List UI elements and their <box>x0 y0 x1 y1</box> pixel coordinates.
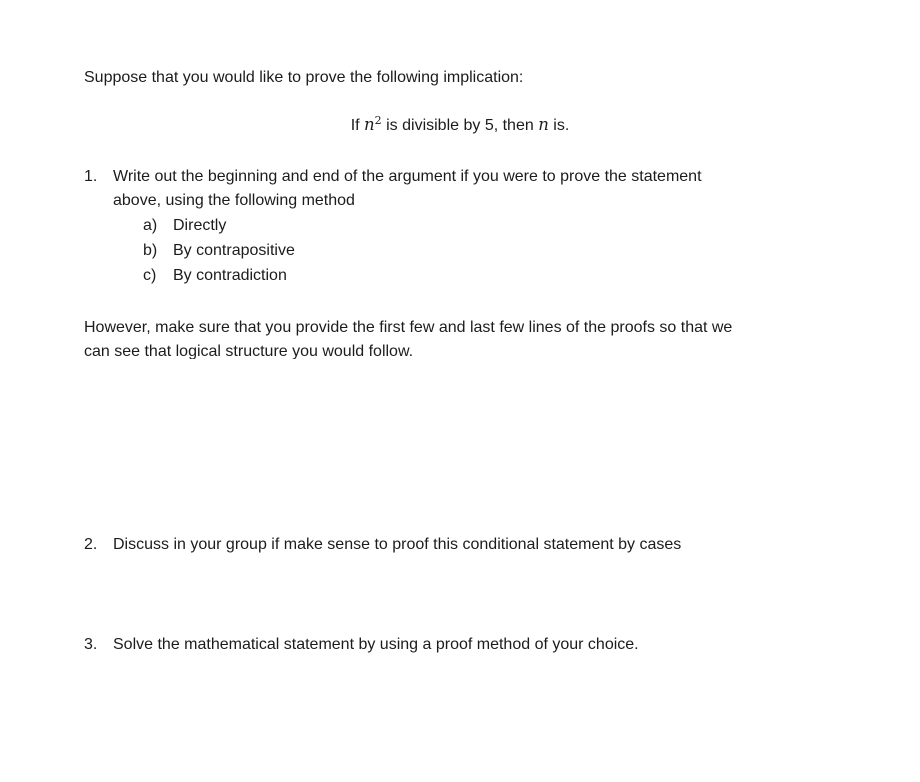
subitem-b <box>143 238 836 263</box>
subitem-b-label: b) <box>143 242 158 259</box>
math-exponent: 2 <box>374 114 382 127</box>
subitem-c-text: By contradiction <box>173 267 287 284</box>
list-item-2 <box>84 533 836 557</box>
implication-statement <box>84 112 836 139</box>
note-paragraph <box>84 316 836 359</box>
subitem-c-label: c) <box>143 267 157 284</box>
intro-text: Suppose that you would like to prove the following implication: <box>84 69 524 86</box>
implication-end: is. <box>548 117 570 134</box>
subitem-a-label: a) <box>143 217 158 234</box>
note-line-2-clipped <box>84 340 836 359</box>
note-line-2: can see that logical structure you would follow. <box>84 343 414 359</box>
implication-middle: is divisible by 5, then <box>381 117 539 134</box>
subitem-a <box>143 213 836 238</box>
subitem-c <box>143 263 836 288</box>
item-1-body <box>113 165 836 288</box>
item-1-sublist <box>143 213 836 288</box>
item-3-text: Solve the mathematical statement by using a proof method of your choice. <box>113 636 639 653</box>
item-1-line-1: Write out the beginning and end of the argument if you were to prove the statement <box>113 168 702 185</box>
item-2-text: Discuss in your group if make sense to proof this conditional statement by cases <box>113 536 682 553</box>
list-item-3 <box>84 633 836 657</box>
note-line-1: However, make sure that you provide the first few and last few lines of the proofs so that we <box>84 319 733 336</box>
math-var-n: n <box>364 115 375 134</box>
math-var-n-2: n <box>538 115 549 134</box>
item-1-line-2: above, using the following method <box>113 192 355 209</box>
implication-if: If <box>350 117 365 134</box>
item-1-number: 1. <box>84 168 98 185</box>
item-2-number: 2. <box>84 536 98 553</box>
subitem-a-text: Directly <box>173 217 227 234</box>
list-item-1 <box>84 165 836 288</box>
subitem-b-text: By contrapositive <box>173 242 295 259</box>
item-3-number: 3. <box>84 636 98 653</box>
